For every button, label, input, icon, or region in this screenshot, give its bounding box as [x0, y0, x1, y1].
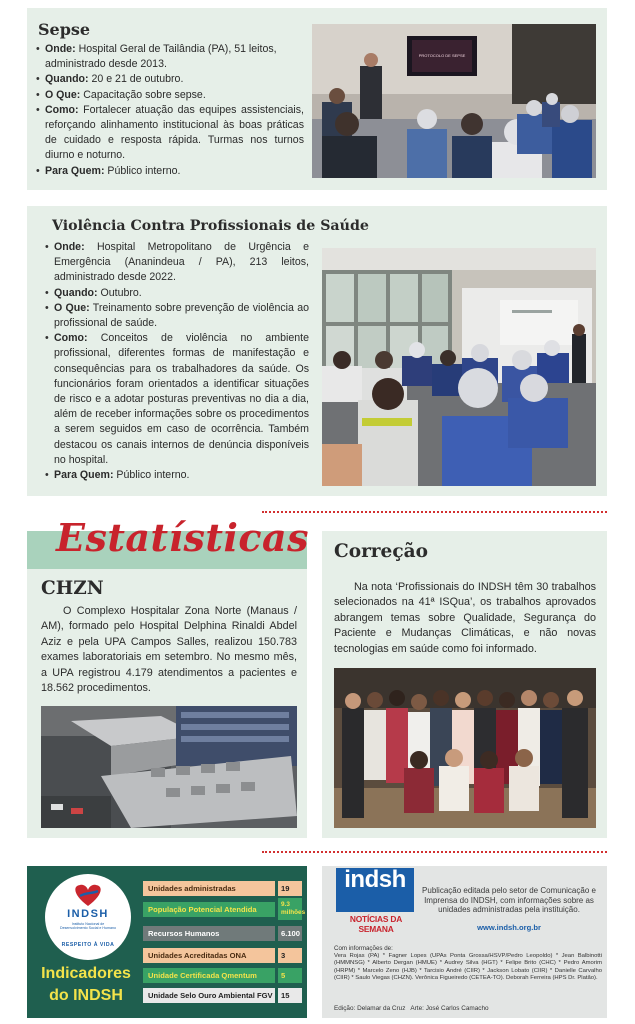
- edicao-label: Edição:: [334, 1005, 356, 1012]
- correcao-text: Na nota ‘Profissionais do INDSH têm 30 trabalhos selecionados na 41ª ISQua’, os trabalhos aprovados abrangem temas sobre Qualidade, Segurança do Paciente e Mudanças Climáticas, e não novas tecnologias em saúde como foi informado.: [334, 581, 596, 655]
- sepse-title: Sepse: [38, 20, 91, 39]
- violencia-title: Violência Contra Profissionais de Saúde: [52, 218, 369, 234]
- indicator-value-recursos: 6.100: [278, 926, 302, 941]
- indicator-label-recursos: Recursos Humanos: [143, 926, 275, 941]
- sepse-training-photo: [312, 24, 596, 178]
- indsh-news-logo: indsh: [344, 866, 406, 893]
- chzn-hospital-aerial-photo: [41, 706, 297, 828]
- dotted-separator-bottom: [262, 851, 607, 853]
- indicator-value-qmentum: 5: [278, 968, 302, 983]
- indsh-logo-fullname: Instituto Nacional de Desenvolvimento Social e Humano: [60, 922, 116, 931]
- dotted-separator-top: [262, 511, 607, 513]
- sepse-details: [36, 42, 304, 179]
- indsh-logo-slogan: RESPEITO À VIDA: [61, 942, 115, 948]
- indsh-news-tagline: NOTÍCIAS DA SEMANA: [349, 914, 403, 934]
- com-informacoes-label: Com informações de:: [334, 945, 393, 952]
- sepse-paraquem: • Para Quem: Público interno.: [36, 164, 304, 179]
- credits-line: [334, 1005, 489, 1012]
- sepse-quando: • Quando: 20 e 21 de outubro.: [36, 72, 304, 87]
- indicator-label-selo-ouro: Unidade Selo Ouro Ambiental FGV: [143, 988, 275, 1003]
- violencia-paraquem: • Para Quem: Público interno.: [45, 468, 309, 483]
- indsh-logo-name: INDSH: [67, 908, 109, 920]
- com-informacoes-names: Vera Rojas (PA) * Fagner Lopes (UPAs Ponta Grossa/HSVP/Pedro Leopoldo) * Jean Balbinotti (HMMNSG) * Alberto Dergan (HMUE) * Audrey Silva (HGT) * Felipe Brito (CHC) * Pedro Amorim (HRPM) * Marcelo Zeno (HJB) * Tarcisio André (CIIR) * Jackson Lobato (CIIR) * Danielle Carvalho (CIIR) * Saulo Viegas (CHZN). Verônica Figueiredo (CETEA-TO). Deborah Ferreira (HPS Dr. Platão).: [334, 953, 602, 981]
- isqua-group-photo: [334, 668, 596, 828]
- violencia-training-photo: [322, 248, 596, 486]
- indicadores-title-line1: Indicadores: [41, 965, 131, 982]
- indicator-label-ona: Unidades Acreditadas ONA: [143, 948, 275, 963]
- violencia-como: • Como: Conceitos de violência no ambiente profissional, diferentes formas de manifestação e consequências para os trabalhadores da saúde. Os funcionários foram orientados a identificar situações de risco e a adotar posturas preventivas no dia a dia, além de receber informações sobre os procedimentos a serem seguidos em caso de ocorrência. Também destacou os canais internos de denúncia disponíveis no hospital.: [45, 331, 309, 468]
- arte-label: Arte:: [410, 1005, 424, 1012]
- indicator-label-qmentum: Unidade Certificada Qmentum: [143, 968, 275, 983]
- indicator-value-unidades: 19: [278, 881, 302, 896]
- sepse-como: • Como: Fortalecer atuação das equipes assistenciais, reforçando alinhamento institucional às boas práticas de cuidado e resposta rápida. Turmas nos turnos diurno e noturno.: [36, 103, 304, 164]
- arte-name: José Carlos Camacho: [425, 1005, 489, 1012]
- chzn-title: CHZN: [41, 578, 104, 599]
- indicator-value-selo-ouro: 15: [278, 988, 302, 1003]
- estatisticas-banner: Estatísticas: [56, 515, 310, 560]
- sepse-onde: • Onde: Hospital Geral de Tailândia (PA), 51 leitos, administrado desde 2013.: [36, 42, 304, 72]
- violencia-details: [45, 240, 309, 483]
- publicacao-text: Publicação editada pelo setor de Comunicação e Imprensa do INDSH, com informações sobre as unidades administradas pela instituição.: [422, 886, 596, 915]
- heart-icon: [70, 882, 106, 908]
- violencia-quando: • Quando: Outubro.: [45, 286, 309, 301]
- sepse-oque: • O Que: Capacitação sobre sepse.: [36, 88, 304, 103]
- violencia-oque: • O Que: Treinamento sobre prevenção de violência ao profissional de saúde.: [45, 301, 309, 331]
- indicadores-title-line2: do INDSH: [49, 987, 123, 1004]
- chzn-text: O Complexo Hospitalar Zona Norte (Manaus / AM), formado pelo Hospital Delphina Rinaldi Abdel Aziz e pela UPA Campos Salles, realizou 150.783 exames laboratoriais em setembro. No mesmo mês, a UPA registrou 4.179 atendimentos a pacientes e 18.562 procedimentos.: [41, 605, 297, 695]
- indsh-website: www.indsh.org.br: [477, 923, 541, 932]
- indicator-label-unidades: Unidades administradas: [143, 881, 275, 896]
- slide-title: PROTOCOLO DE SEPSE: [418, 53, 466, 58]
- correcao-title: Correção: [334, 541, 428, 562]
- violencia-onde: • Onde: Hospital Metropolitano de Urgência e Emergência (Ananindeua / PA), 213 leitos, administrado desde 2022.: [45, 240, 309, 286]
- indicator-value-populacao: 9.3 milhões: [278, 898, 302, 920]
- indicator-value-ona: 3: [278, 948, 302, 963]
- indicator-label-populacao: População Potencial Atendida: [143, 902, 275, 917]
- edicao-name: Delamar da Cruz: [357, 1005, 406, 1012]
